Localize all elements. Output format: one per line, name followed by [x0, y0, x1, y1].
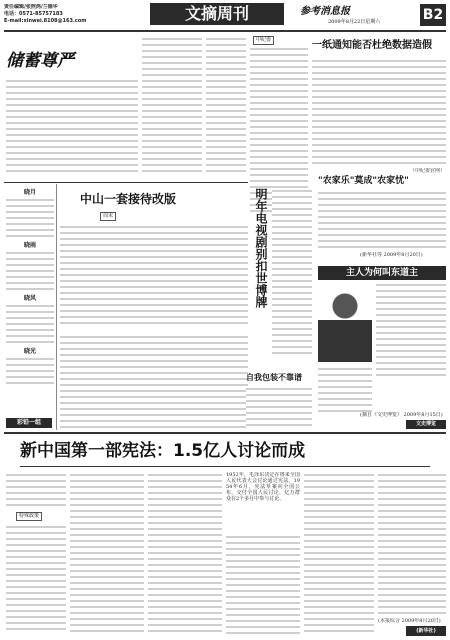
- section-title: 文摘周刊: [150, 3, 284, 25]
- nongshi-source: (新华社等 2009年8月20日): [360, 252, 423, 258]
- left-footer-tag: 彩铅一组: [6, 418, 52, 428]
- yitong-title: 一纸通知能否杜绝数据造假: [312, 40, 432, 51]
- yitong-body: [312, 58, 446, 168]
- zhuren-source: (摘自《文史博览》 2009年8月15日): [360, 412, 443, 418]
- xianfa-col-1: [6, 472, 66, 508]
- zhuren-body: [376, 282, 446, 378]
- zhongshan-body: [60, 224, 248, 328]
- xianfa-col-5: [304, 472, 374, 634]
- xianfa-source: (本报综合 2009年8月20日): [378, 618, 441, 624]
- top-right-tag: 中纪委: [253, 36, 274, 45]
- left-block-body: [6, 303, 54, 347]
- left-column: [6, 188, 54, 428]
- portrait-illustration: [318, 282, 372, 362]
- xianfa-excerpt: 1952年，毛泽东决定在将来全国人民代表大会讨论通过宪法，1954年6月，宪法草案向全国公布，交付全国人民讨论，亿万群众在2个多月中参与讨论。: [226, 472, 300, 502]
- zhuren-body-2: [318, 366, 372, 412]
- date: 2009年8月22日星期六: [328, 19, 381, 25]
- yitong-source: （中纪委官网）: [410, 168, 446, 174]
- nongshi-title: "农家乐"莫成"农家忧": [318, 176, 409, 186]
- xianfa-col-2: [70, 472, 144, 634]
- masthead: 参考消息报: [300, 6, 350, 17]
- bottom-left-tag: 特殊政策: [16, 512, 42, 521]
- zishi-body: [246, 386, 312, 428]
- left-block-title: 晓月: [23, 189, 36, 196]
- chucang-body: [6, 78, 138, 176]
- phone-line: 电话：0571-85757183: [4, 11, 63, 17]
- xianfa-col-4: [226, 534, 300, 634]
- zhongshan-body-2: [60, 334, 248, 428]
- bottom-right-tag: 文史博览: [406, 420, 446, 429]
- zhongshan-title: 中山一套接待改版: [80, 192, 177, 206]
- rule-mid-1: [4, 182, 248, 183]
- xianfa-col-3: [148, 472, 222, 634]
- xianfa-col-6: [378, 472, 446, 616]
- left-block-body: [6, 356, 54, 386]
- zishi-title: 自我包装不靠谱: [246, 373, 302, 382]
- mingnian-body: [272, 188, 312, 358]
- chucang-title: 储蓄尊严: [6, 51, 74, 71]
- left-block-title: 晓风: [23, 295, 36, 302]
- right-footer: (新华社): [406, 626, 446, 636]
- left-block-title: 晓光: [23, 348, 36, 355]
- xianfa-col-1b: [6, 524, 66, 634]
- chucang-body-2: [142, 36, 202, 176]
- rule-mid-2: [4, 432, 446, 434]
- header-editor-lines: [4, 4, 94, 32]
- editor-line: 责任编辑/张煦鸿/兰德华: [4, 4, 58, 10]
- xianfa-title: 新中国第一部宪法：1.5亿人讨论而成: [20, 441, 306, 461]
- left-col-divider: [56, 184, 57, 430]
- left-block-body: [6, 250, 54, 294]
- zhongshan-tag: 周末: [100, 212, 116, 221]
- page-code: B2: [420, 4, 446, 26]
- left-block-title: 晓雨: [23, 242, 36, 249]
- email-line: E-mail:xinwei.8108@163.com: [4, 18, 87, 24]
- top-center-body: [206, 36, 246, 176]
- zhuren-title: 主人为何叫东道主: [318, 266, 446, 280]
- left-block-body: [6, 197, 54, 241]
- header-rule: [4, 30, 446, 32]
- xianfa-underline: [20, 466, 430, 467]
- mingnian-title: 明年电视剧别扣世博牌: [254, 188, 268, 308]
- nongshi-body: [318, 190, 446, 250]
